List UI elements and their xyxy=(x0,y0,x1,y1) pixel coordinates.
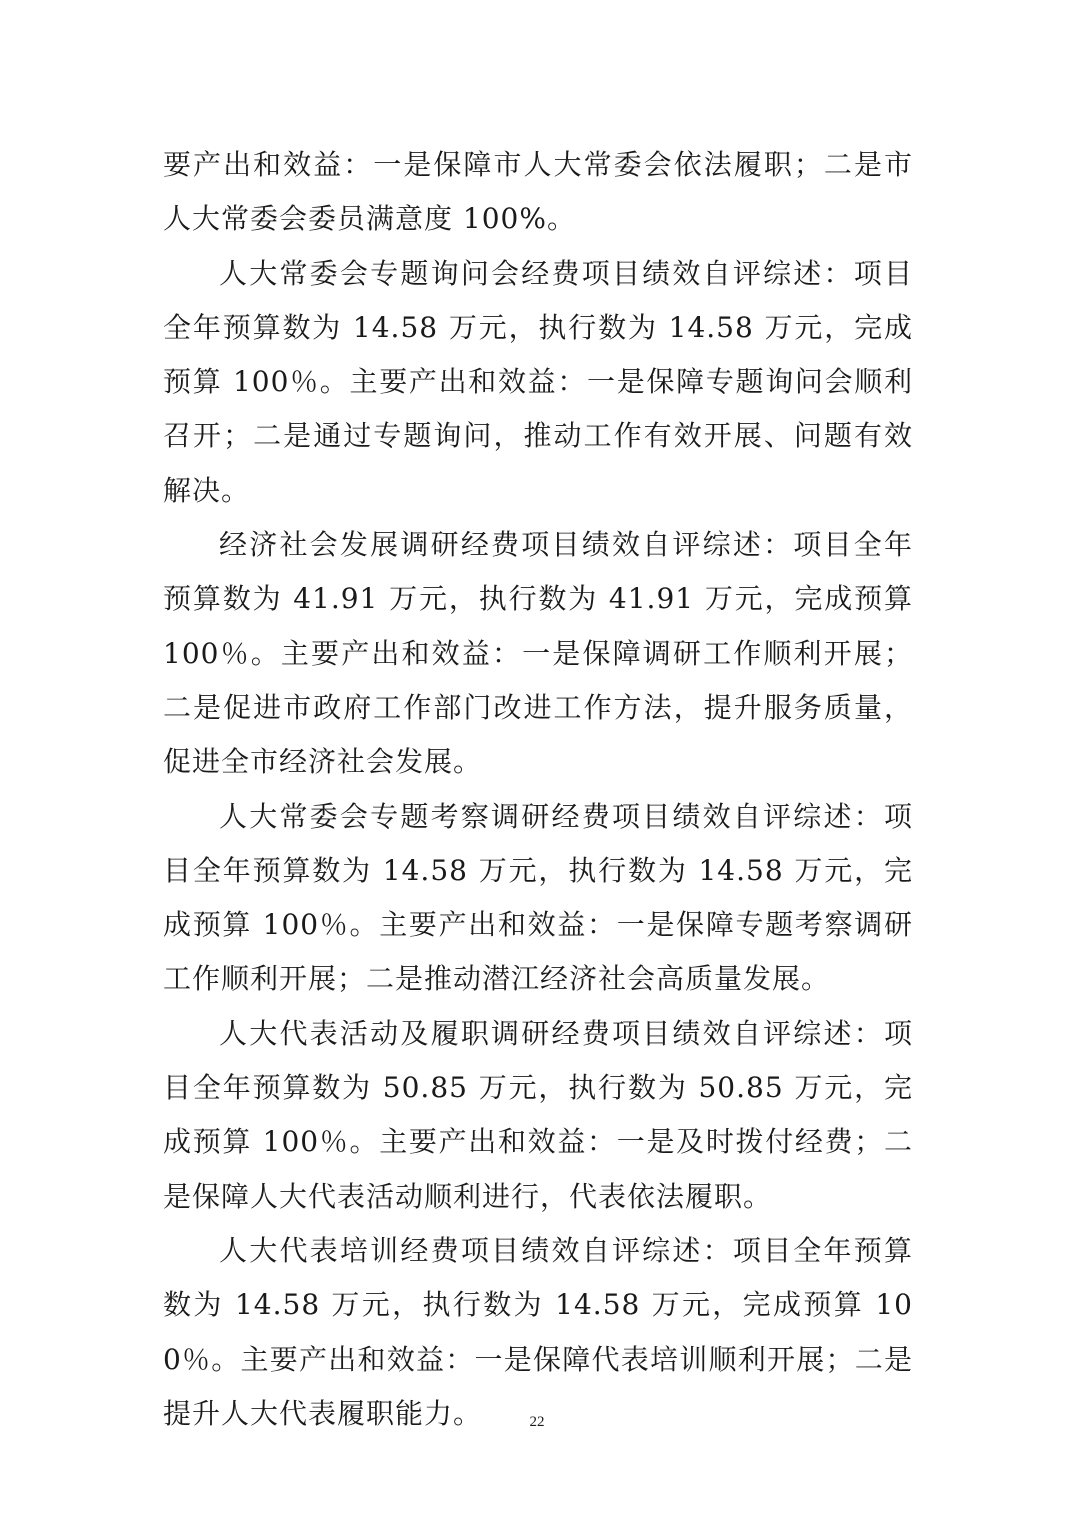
paragraph-inspection-research: 人大常委会专题考察调研经费项目绩效自评综述：项目全年预算数为 14.58 万元，执行数为 14.58 万元，完成预算 100％。主要产出和效益：一是保障专题考察调研工作顺利开展；二是推动潜江经济社会高质量发展。 xyxy=(163,799,913,996)
paragraph-deputy-activities: 人大代表活动及履职调研经费项目绩效自评综述：项目全年预算数为 50.85 万元，执行数为 50.85 万元，完成预算 100％。主要产出和效益：一是及时拨付经费；二是保障人大代表活动顺利进行，代表依法履职。 xyxy=(163,1016,913,1213)
paragraph-economic-research: 经济社会发展调研经费项目绩效自评综述：项目全年预算数为 41.91 万元，执行数为 41.91 万元，完成预算 100％。主要产出和效益：一是保障调研工作顺利开展；二是促进市政府工作部门改进工作方法，提升服务质量，促进全市经济社会发展。 xyxy=(163,528,913,779)
document-body xyxy=(163,138,913,1441)
paragraph-special-inquiry: 人大常委会专题询问会经费项目绩效自评综述：项目全年预算数为 14.58 万元，执行数为 14.58 万元，完成预算 100％。主要产出和效益：一是保障专题询问会顺利召开；二是通过专题询问，推动工作有效开展、问题有效解决。 xyxy=(163,256,913,507)
paragraph-continued: 要产出和效益：一是保障市人大常委会依法履职；二是市人大常委会委员满意度 100%。 xyxy=(163,148,913,236)
paragraph-deputy-training: 人大代表培训经费项目绩效自评综述：项目全年预算数为 14.58 万元，执行数为 14.58 万元，完成预算 100％。主要产出和效益：一是保障代表培训顺利开展；二是提升人大代表履职能力。 xyxy=(163,1233,913,1430)
page-number: 22 xyxy=(529,1414,545,1430)
